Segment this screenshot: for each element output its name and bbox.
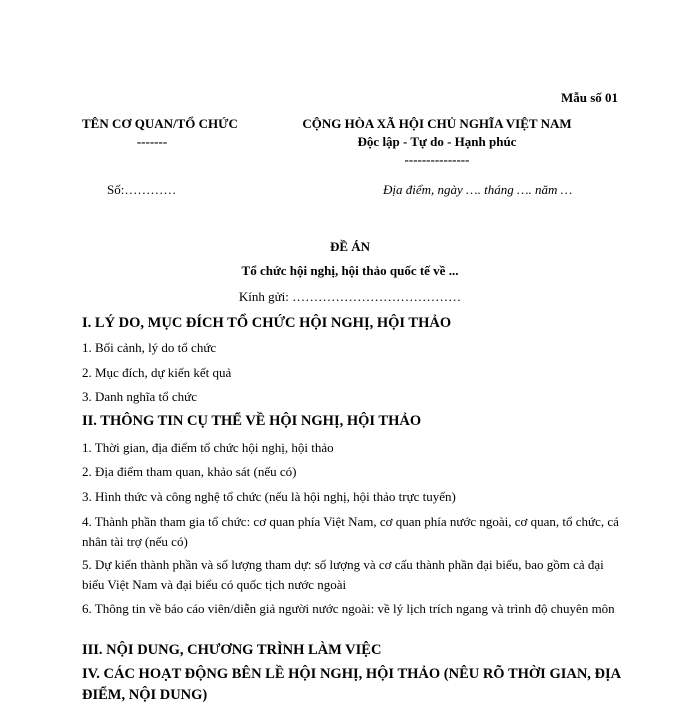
section-4-heading: IV. CÁC HOẠT ĐỘNG BÊN LỀ HỘI NGHỊ, HỘI THẢO (NÊU RÕ THỜI GIAN, ĐỊA ĐIỂM, NỘI DUNG) (82, 666, 621, 703)
section-1-item: 2. Mục đích, dự kiến kết quả (82, 365, 232, 380)
section-1-item: 3. Danh nghĩa tổ chức (82, 389, 197, 404)
republic-name: CỘNG HÒA XÃ HỘI CHỦ NGHĨA VIỆT NAM (302, 116, 572, 131)
section-2-item: 1. Thời gian, địa điểm tổ chức hội nghị, hội thảo (82, 440, 334, 455)
republic-motto: Độc lập - Tự do - Hạnh phúc (357, 134, 517, 149)
agency-divider: ------- (136, 134, 168, 149)
document-number: Số:………… (107, 182, 177, 197)
section-3-heading: III. NỘI DUNG, CHƯƠNG TRÌNH LÀM VIỆC (82, 642, 382, 658)
section-2-item: 5. Dự kiến thành phần và số lượng tham dự: số lượng và cơ cấu thành phần đại biểu, bao gồm cả đại biểu Việt Nam và đại biểu có quốc tịch nước ngoài (82, 557, 604, 592)
section-2-item: 4. Thành phần tham gia tổ chức: cơ quan phía Việt Nam, cơ quan phía nước ngoài, cơ quan, tổ chức, cá nhân tài trợ (nếu có) (82, 514, 619, 549)
section-2-item: 6. Thông tin về báo cáo viên/diễn giả người nước ngoài: về lý lịch trích ngang và trình độ chuyên môn (82, 601, 615, 616)
section-1-heading: I. LÝ DO, MỤC ĐÍCH TỔ CHỨC HỘI NGHỊ, HỘI THẢO (82, 315, 452, 331)
recipient-line: Kính gửi: ………………………………… (238, 289, 462, 304)
section-2-item: 2. Địa điểm tham quan, khảo sát (nếu có) (82, 464, 297, 479)
document-title: ĐỀ ÁN (329, 239, 371, 254)
place-date: Địa điểm, ngày …. tháng …. năm … (383, 182, 573, 197)
section-2-heading: II. THÔNG TIN CỤ THỂ VỀ HỘI NGHỊ, HỘI THẢO (82, 413, 422, 429)
form-number: Mẫu số 01 (560, 90, 618, 105)
section-1-item: 1. Bối cảnh, lý do tổ chức (82, 340, 217, 355)
republic-divider: --------------- (404, 152, 470, 167)
agency-name: TÊN CƠ QUAN/TỔ CHỨC (82, 116, 238, 131)
document-subtitle: Tổ chức hội nghị, hội thảo quốc tế về ... (241, 263, 459, 278)
section-2-item: 3. Hình thức và công nghệ tổ chức (nếu là hội nghị, hội thảo trực tuyến) (82, 489, 456, 504)
